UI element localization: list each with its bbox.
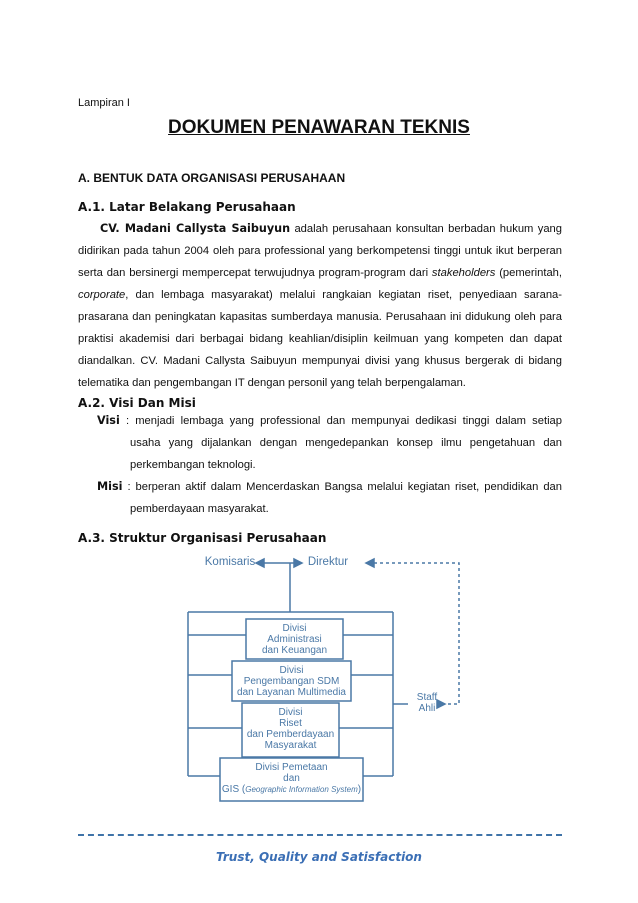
- misi-label: Misi: [97, 480, 123, 493]
- a1-line-5: prasarana dan peningkatan kapasitas sumberdaya manusia. Perusahaan ini didukung oleh para: [78, 311, 562, 323]
- footer-tagline: Trust, Quality and Satisfaction: [216, 850, 422, 864]
- komisaris-label: Komisaris: [204, 556, 256, 568]
- a1-line-2: didirikan pada tahun 2004 oleh para professional yang berkompetensi tinggi untuk ikut berperan: [78, 245, 562, 257]
- direktur-label: Direktur: [307, 556, 349, 568]
- org-chart: [180, 553, 470, 815]
- divisi-administrasi: Divisi Administrasi dan Keuangan: [261, 623, 328, 656]
- visi-block: [97, 410, 562, 520]
- divisi-pemetaan-gis: Divisi Pemetaan dan GIS (Geographic Information System): [221, 762, 362, 795]
- a1-line-3: serta dan bersinergi mempercepat terwujudnya program-program dari stakeholders (pemerintah,: [78, 267, 562, 279]
- visi-line-3: perkembangan teknologi.: [130, 459, 256, 471]
- a1-line-1: CV. Madani Callysta Saibuyun adalah perusahaan konsultan berbadan hukum yang: [100, 222, 562, 235]
- section-a-heading: A. BENTUK DATA ORGANISASI PERUSAHAAN: [78, 171, 346, 185]
- company-name: CV. Madani Callysta Saibuyun: [100, 222, 291, 235]
- a1-line-6: praktisi akademisi dari berbagai bidang keahlian/disiplin keilmuan yang kompeten dan dapat: [78, 333, 562, 345]
- visi-line-1: Visi : menjadi lembaga yang professional dan mempunyai dedikasi tinggi dalam setiap: [97, 414, 562, 427]
- document-title-text: DOKUMEN PENAWARAN TEKNIS: [168, 117, 470, 138]
- staff-ahli-label: Staff Ahli: [416, 692, 438, 714]
- lampiran-label: Lampiran I: [78, 97, 130, 109]
- divisi-riset: Divisi Riset dan Pemberdayaan Masyarakat: [246, 707, 335, 751]
- a1-line-4: corporate, dan lembaga masyarakat) melalui rangkaian kegiatan riset, penyediaan sarana-: [78, 289, 562, 301]
- a2-heading: A.2. Visi Dan Misi: [78, 396, 196, 410]
- divisi-pengembangan-sdm: Divisi Pengembangan SDM dan Layanan Multimedia: [237, 665, 346, 698]
- a1-heading: A.1. Latar Belakang Perusahaan: [78, 200, 296, 214]
- visi-line-2: usaha yang dijalankan dengan mengedepankan konsep ilmu pengetahuan dan: [130, 437, 562, 449]
- document-title: [0, 117, 638, 139]
- a1-line-8: telematika dan pengembangan IT dengan personil yang telah berpengalaman.: [78, 377, 466, 389]
- footer-divider: [78, 834, 562, 836]
- a3-heading: A.3. Struktur Organisasi Perusahaan: [78, 531, 327, 545]
- visi-label: Visi: [97, 414, 120, 427]
- misi-line-2: pemberdayaan masyarakat.: [130, 503, 269, 515]
- misi-line-1: Misi : berperan aktif dalam Mencerdaskan Bangsa melalui kegiatan riset, pendidikan dan: [97, 480, 562, 493]
- a1-paragraph: [78, 218, 562, 394]
- a1-line-7: diandalkan. CV. Madani Callysta Saibuyun mempunyai divisi yang khusus bergerak di bidang: [78, 355, 562, 367]
